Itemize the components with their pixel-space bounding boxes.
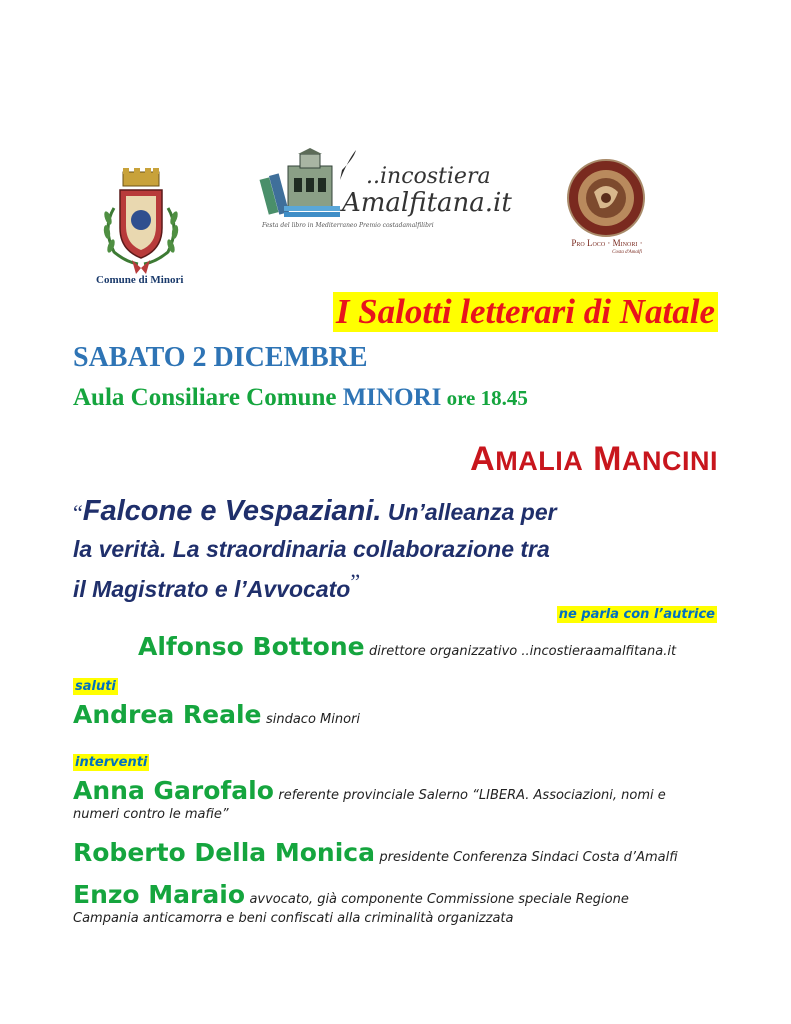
speaker-name: Enzo Maraio bbox=[73, 880, 245, 909]
book-subtitle-line2: la verità. La straordinaria collaborazione tra bbox=[73, 536, 550, 562]
venue-town: MINORI bbox=[342, 384, 442, 411]
moderator-name: Alfonso Bottone bbox=[138, 632, 365, 661]
book-open-quote: “ bbox=[73, 500, 83, 525]
venue-time: ore 18.45 bbox=[441, 386, 528, 410]
coat-of-arms-icon bbox=[96, 168, 186, 276]
comune-minori-logo bbox=[96, 168, 186, 276]
speaker-item bbox=[73, 880, 733, 926]
speaker-role: avvocato, già componente Commissione speciale Regione bbox=[249, 892, 629, 907]
speaker-role-continued: numeri contro le mafie” bbox=[73, 807, 229, 822]
roman-villa-medallion-icon bbox=[566, 158, 646, 238]
incostiera-brand-line2: Amalfitana.it bbox=[342, 188, 512, 218]
speaker-role: referente provinciale Salerno “LIBERA. Associazioni, nomi e bbox=[278, 788, 666, 803]
moderator-role: direttore organizzativo ..incostieraamalfitana.it bbox=[369, 644, 677, 659]
author-last-rest: ANCINI bbox=[622, 446, 718, 476]
speaker-role: presidente Conferenza Sindaci Costa d’Amalfi bbox=[379, 850, 678, 865]
pro-loco-caption-line1: Pro Loco · Minori · bbox=[571, 238, 643, 248]
venue-name: Aula Consiliare Comune bbox=[73, 384, 343, 411]
author-first-rest: MALIA bbox=[495, 446, 584, 476]
greeting-name: Andrea Reale bbox=[73, 700, 262, 729]
event-title: I Salotti letterari di Natale bbox=[333, 292, 718, 332]
author-last-initial: M bbox=[593, 440, 622, 478]
pro-loco-minori-logo bbox=[552, 158, 662, 258]
greetings-label: saluti bbox=[75, 679, 116, 694]
incostiera-amalfitana-logo bbox=[258, 148, 512, 233]
event-venue bbox=[73, 384, 528, 412]
speaker-name: Anna Garofalo bbox=[73, 776, 274, 805]
speaker-item bbox=[73, 838, 753, 867]
interventions-label: interventi bbox=[75, 755, 148, 770]
event-date: SABATO 2 DICEMBRE bbox=[73, 342, 368, 373]
comune-minori-caption: Comune di Minori bbox=[96, 274, 184, 286]
speaker-name: Roberto Della Monica bbox=[73, 838, 375, 867]
incostiera-brand-line1: ..incostiera bbox=[366, 164, 491, 189]
book-title-main: Falcone e Vespaziani. bbox=[82, 495, 382, 527]
greeting-row bbox=[73, 700, 360, 729]
author-first-initial: A bbox=[470, 440, 496, 478]
author-name bbox=[470, 440, 718, 479]
incostiera-tagline: Festa del libro in Mediterraneo Premio costadamalfilibri bbox=[262, 222, 434, 229]
greeting-role: sindaco Minori bbox=[265, 712, 361, 727]
pro-loco-caption-line2: Costa d'Amalfi bbox=[612, 250, 642, 255]
book-subtitle-line1: Un’alleanza per bbox=[381, 499, 557, 525]
book-subtitle-line3: il Magistrato e l’Avvocato bbox=[73, 576, 351, 602]
book-close-quote: ” bbox=[350, 569, 361, 594]
speaker-item bbox=[73, 776, 733, 822]
moderator-row bbox=[138, 632, 676, 661]
book-title bbox=[73, 494, 733, 606]
speaker-role-continued: Campania anticamorra e beni confiscati alla criminalità organizzata bbox=[73, 911, 514, 926]
moderator-label: ne parla con l’autrice bbox=[558, 607, 715, 622]
